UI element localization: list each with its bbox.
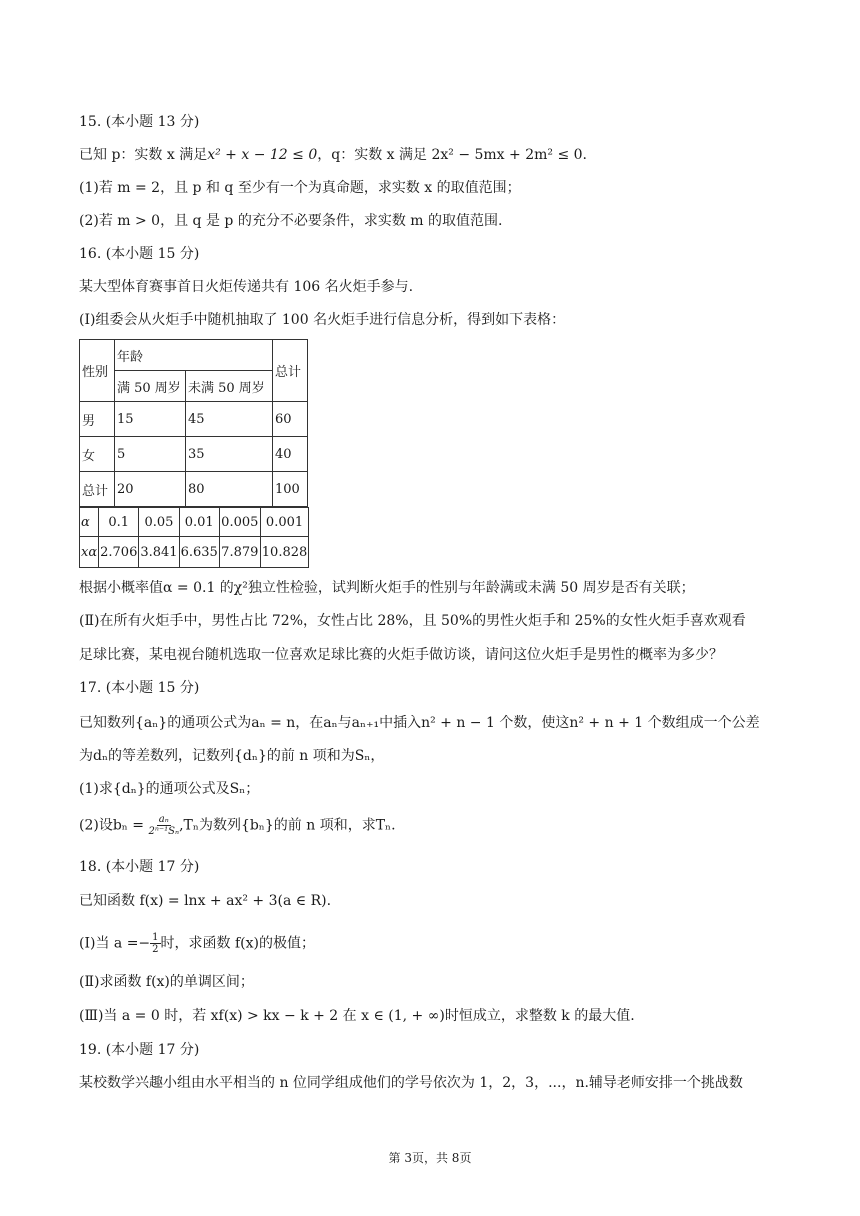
x-cell: 10.828 <box>260 537 309 568</box>
alpha-cell: 0.005 <box>219 508 260 537</box>
alpha-cell: 0.001 <box>260 508 309 537</box>
q16-heading: 16. (本小题 15 分) <box>79 246 200 262</box>
x-cell: 7.879 <box>219 537 260 568</box>
q17-frac-den: 2ⁿ⁻¹Sₙ <box>148 826 180 837</box>
cell: 5 <box>115 437 186 472</box>
q15-part2: (2)若 m > 0，且 q 是 p 的充分不必要条件，求实数 m 的取值范围. <box>79 213 503 229</box>
q19-line1: 某校数学兴趣小组由水平相当的 n 位同学组成他们的学号依次为 1，2，3，...，n.辅导老师安排一个挑战数 <box>79 1075 743 1091</box>
header-gender: 性别 <box>80 340 115 402</box>
q16-part2-a: (Ⅱ)在所有火炬手中，男性占比 72%，女性占比 28%，且 50%的男性火炬手和 25%的女性火炬手喜欢观看 <box>79 613 746 629</box>
q16-part1: (Ⅰ)组委会从火炬手中随机抽取了 100 名火炬手进行信息分析，得到如下表格： <box>79 312 566 328</box>
alpha-label: α <box>80 508 99 537</box>
q17-part2 <box>79 814 396 837</box>
x-cell: 6.635 <box>179 537 219 568</box>
alpha-cell: 0.05 <box>139 508 179 537</box>
cell: 80 <box>186 472 273 507</box>
cell: 60 <box>273 402 308 437</box>
q15-stem-a: 已知 p：实数 x 满足 <box>79 147 208 163</box>
cell: 20 <box>115 472 186 507</box>
q18-fraction <box>150 932 160 955</box>
cell-female: 女 <box>80 437 115 472</box>
q15-stem-b: x² + x − 12 ≤ 0 <box>207 147 318 163</box>
q16-part2-b: 足球比赛，某电视台随机选取一位喜欢足球比赛的火炬手做访谈，请问这位火炬手是男性的概率为多少？ <box>79 647 723 663</box>
q16-intro: 某大型体育赛事首日火炬传递共有 106 名火炬手参与. <box>79 279 414 295</box>
q15-stem <box>79 145 587 165</box>
alpha-cell: 0.01 <box>179 508 219 537</box>
q17-heading: 17. (本小题 15 分) <box>79 680 200 696</box>
chi-square-critical-table <box>79 507 309 568</box>
cell: 45 <box>186 402 273 437</box>
q18-part1-a: (Ⅰ)当 a =− <box>79 935 151 952</box>
x-cell: 3.841 <box>139 537 179 568</box>
q17-line1: 已知数列{aₙ}的通项公式为aₙ = n，在aₙ与aₙ₊₁中插入n² + n − 1 个数，使这n² + n + 1 个数组成一个公差 <box>79 715 760 731</box>
x-cell: 2.706 <box>99 537 139 568</box>
q16-chi-line: 根据小概率值α = 0.1 的χ²独立性检验，试判断火炬手的性别与年龄满或未满 50 周岁是否有关联； <box>79 580 695 596</box>
cell-male: 男 <box>80 402 115 437</box>
q18-part1-b: 时，求函数 f(x)的极值； <box>160 935 315 952</box>
q17-part2-a: (2)设bₙ = <box>79 817 145 834</box>
page-footer: 第 3页，共 8页 <box>388 1151 472 1165</box>
cell: 15 <box>115 402 186 437</box>
header-under-50: 未满 50 周岁 <box>186 371 273 402</box>
q18-part3: (Ⅲ)当 a = 0 时，若 xf(x) > kx − k + 2 在 x ∈ (1, + ∞)时恒成立，求整数 k 的最大值. <box>79 1008 635 1024</box>
cell: 40 <box>273 437 308 472</box>
cell-total: 总计 <box>80 472 115 507</box>
header-age: 年龄 <box>115 340 273 371</box>
x-alpha-label: xα <box>80 537 99 568</box>
q17-line2: 为dₙ的等差数列，记数列{dₙ}的前 n 项和为Sₙ， <box>79 748 385 764</box>
q15-part1: (1)若 m = 2，且 p 和 q 至少有一个为真命题，求实数 x 的取值范围； <box>79 180 521 196</box>
q17-fraction <box>148 814 179 837</box>
q18-frac-den: 2 <box>152 944 159 955</box>
cell: 35 <box>186 437 273 472</box>
q17-frac-num: aₙ <box>158 814 169 825</box>
q15-heading: 15. (本小题 13 分) <box>79 114 200 130</box>
header-over-50: 满 50 周岁 <box>115 371 186 402</box>
q17-part1: (1)求{dₙ}的通项公式及Sₙ； <box>79 781 260 797</box>
q18-heading: 18. (本小题 17 分) <box>79 859 200 875</box>
alpha-cell: 0.1 <box>99 508 139 537</box>
cell: 100 <box>273 472 308 507</box>
q18-part2: (Ⅱ)求函数 f(x)的单调区间； <box>79 974 254 990</box>
q19-heading: 19. (本小题 17 分) <box>79 1042 200 1058</box>
header-total: 总计 <box>273 340 308 402</box>
gender-age-table <box>79 339 308 507</box>
q18-frac-num: 1 <box>152 932 159 943</box>
q17-part2-b: ,Tₙ为数列{bₙ}的前 n 项和，求Tₙ. <box>179 817 396 834</box>
q18-part1 <box>79 932 315 955</box>
q15-stem-c: ，q：实数 x 满足 2x² − 5mx + 2m² ≤ 0. <box>317 147 587 163</box>
q18-line1: 已知函数 f(x) = lnx + ax² + 3(a ∈ R). <box>79 893 332 909</box>
